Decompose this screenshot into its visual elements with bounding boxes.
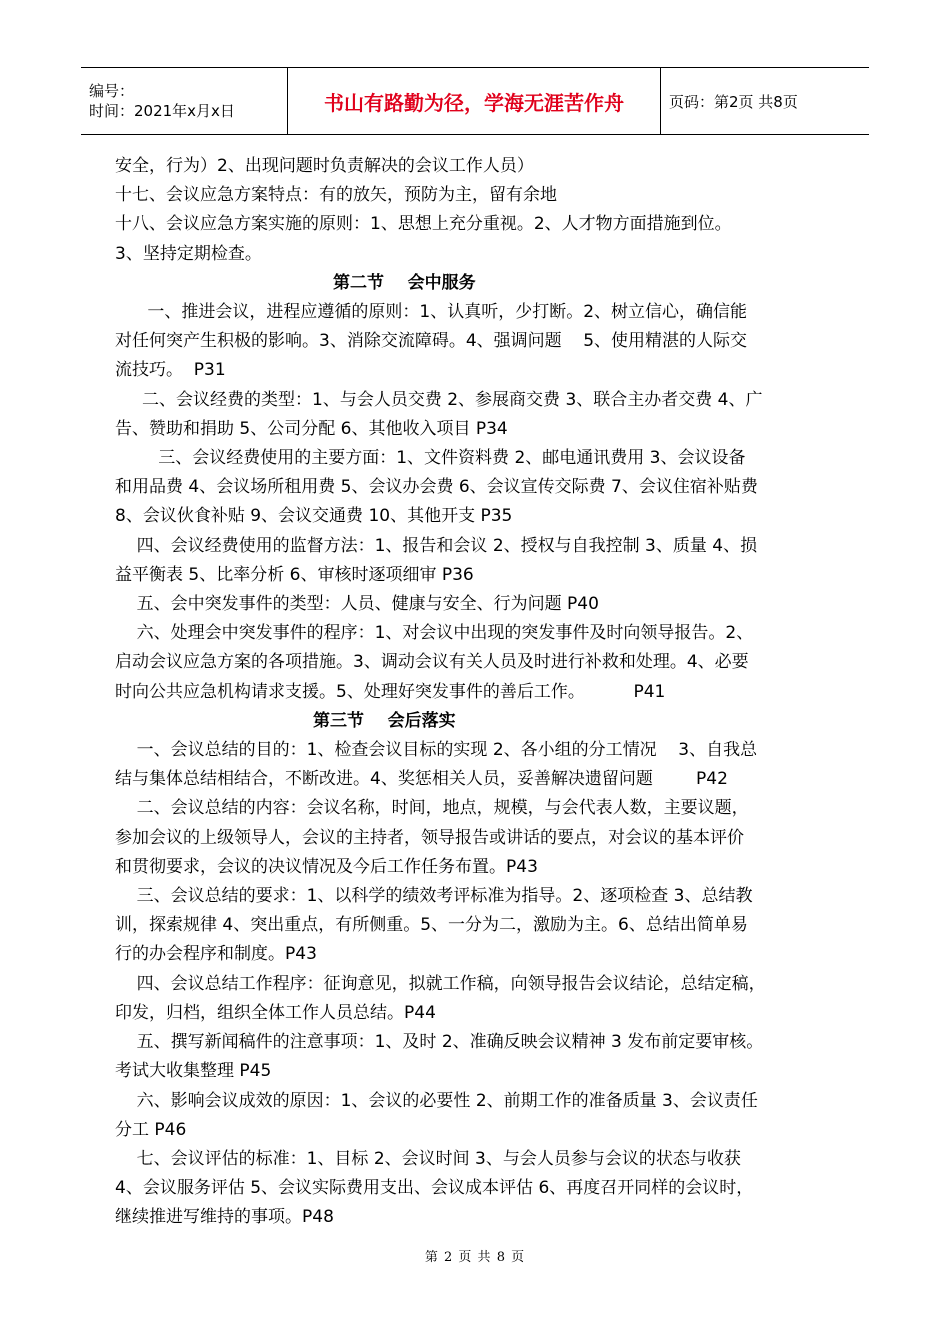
body-line: 继续推进写维持的事项。P48 <box>115 1207 334 1228</box>
document-number-label: 编号： <box>89 82 135 100</box>
page-header <box>81 67 869 135</box>
body-line: 安全，行为）2、出现问题时负责解决的会议工作人员） <box>115 156 534 176</box>
body-line: 分工 P46 <box>115 1119 187 1140</box>
body-line: 十七、会议应急方案特点：有的放矢，预防为主，留有余地 <box>115 185 557 206</box>
body-line: 十八、会议应急方案实施的原则：1、思想上充分重视。2、人才物方面措施到位。 <box>115 214 732 235</box>
body-line: 时向公共应急机构请求支援。5、处理好突发事件的善后工作。 P41 <box>115 681 666 702</box>
body-line: 一、会议总结的目的：1、检查会议目标的实现 2、各小组的分工情况 3、自我总 <box>115 740 758 761</box>
body-line: 四、会议经费使用的监督方法：1、报告和会议 2、授权与自我控制 3、质量 4、损 <box>115 535 758 556</box>
section-heading: 第三节 会后落实 <box>313 710 456 731</box>
body-line: 益平衡表 5、比率分析 6、审核时逐项细审 P36 <box>115 564 474 585</box>
body-line: 启动会议应急方案的各项措施。3、调动会议有关人员及时进行补救和处理。4、必要 <box>115 652 749 673</box>
body-line: 七、会议评估的标准：1、目标 2、会议时间 3、与会人员参与会议的状态与收获 <box>115 1148 741 1169</box>
header-motto: 书山有路勤为径，学海无涯苦作舟 <box>288 68 661 135</box>
body-line: 和贯彻要求，会议的决议情况及今后工作任务布置。P43 <box>115 856 538 877</box>
document-time-label: 时间：2021年x月x日 <box>89 102 235 120</box>
body-line: 参加会议的上级领导人，会议的主持者，领导报告或讲话的要点，对会议的基本评价 <box>115 827 744 848</box>
document-body <box>115 152 840 1233</box>
body-line: 五、会中突发事件的类型：人员、健康与安全、行为问题 P40 <box>115 594 599 615</box>
body-line: 考试大收集整理 P45 <box>115 1061 272 1082</box>
body-line: 五、撰写新闻稿件的注意事项：1、及时 2、准确反映会议精神 3 发布前定要审核。 <box>115 1032 764 1053</box>
header-page-number: 页码：第2页 共8页 <box>669 92 798 111</box>
body-line: 二、会议总结的内容：会议名称，时间，地点，规模，与会代表人数，主要议题， <box>115 798 749 819</box>
body-line: 流技巧。 P31 <box>115 360 226 381</box>
body-line: 一、推进会议，进程应遵循的原则：1、认真听，少打断。2、树立信心，确信能 <box>115 302 748 323</box>
body-line: 六、处理会中突发事件的程序：1、对会议中出现的突发事件及时向领导报告。2、 <box>115 623 754 644</box>
body-line: 对任何突产生积极的影响。3、消除交流障碍。4、强调问题 5、使用精湛的人际交 <box>115 331 748 352</box>
body-line: 4、会议服务评估 5、会议实际费用支出、会议成本评估 6、再度召开同样的会议时， <box>115 1178 754 1199</box>
body-line: 三、会议经费使用的主要方面：1、文件资料费 2、邮电通讯费用 3、会议设备 <box>115 448 746 469</box>
body-line: 六、影响会议成效的原因：1、会议的必要性 2、前期工作的准备质量 3、会议责任 <box>115 1090 758 1111</box>
body-line: 四、会议总结工作程序：征询意见，拟就工作稿，向领导报告会议结论，总结定稿， <box>115 973 766 994</box>
body-line: 8、会议伙食补贴 9、会议交通费 10、其他开支 P35 <box>115 506 513 527</box>
body-line: 二、会议经费的类型：1、与会人员交费 2、参展商交费 3、联合主办者交费 4、广 <box>115 389 763 410</box>
body-line: 结与集体总结相结合，不断改进。4、奖惩相关人员，妥善解决遗留问题 P42 <box>115 769 728 790</box>
body-line: 印发，归档，组织全体工作人员总结。P44 <box>115 1002 436 1023</box>
page-footer: 第 2 页 共 8 页 <box>424 1250 526 1265</box>
section-heading: 第二节 会中服务 <box>333 272 476 293</box>
body-line: 训，探索规律 4、突出重点，有所侧重。5、一分为二，激励为主。6、总结出简单易 <box>115 915 748 936</box>
body-line: 行的办会程序和制度。P43 <box>115 944 317 965</box>
body-line: 三、会议总结的要求：1、以科学的绩效考评标准为指导。2、逐项检查 3、总结教 <box>115 886 753 907</box>
body-line: 告、赞助和捐助 5、公司分配 6、其他收入项目 P34 <box>115 418 508 439</box>
body-line: 和用品费 4、会议场所租用费 5、会议办会费 6、会议宣传交际费 7、会议住宿补贴费 <box>115 477 758 498</box>
header-meta <box>81 68 288 135</box>
body-line: 3、坚持定期检查。 <box>115 243 262 264</box>
